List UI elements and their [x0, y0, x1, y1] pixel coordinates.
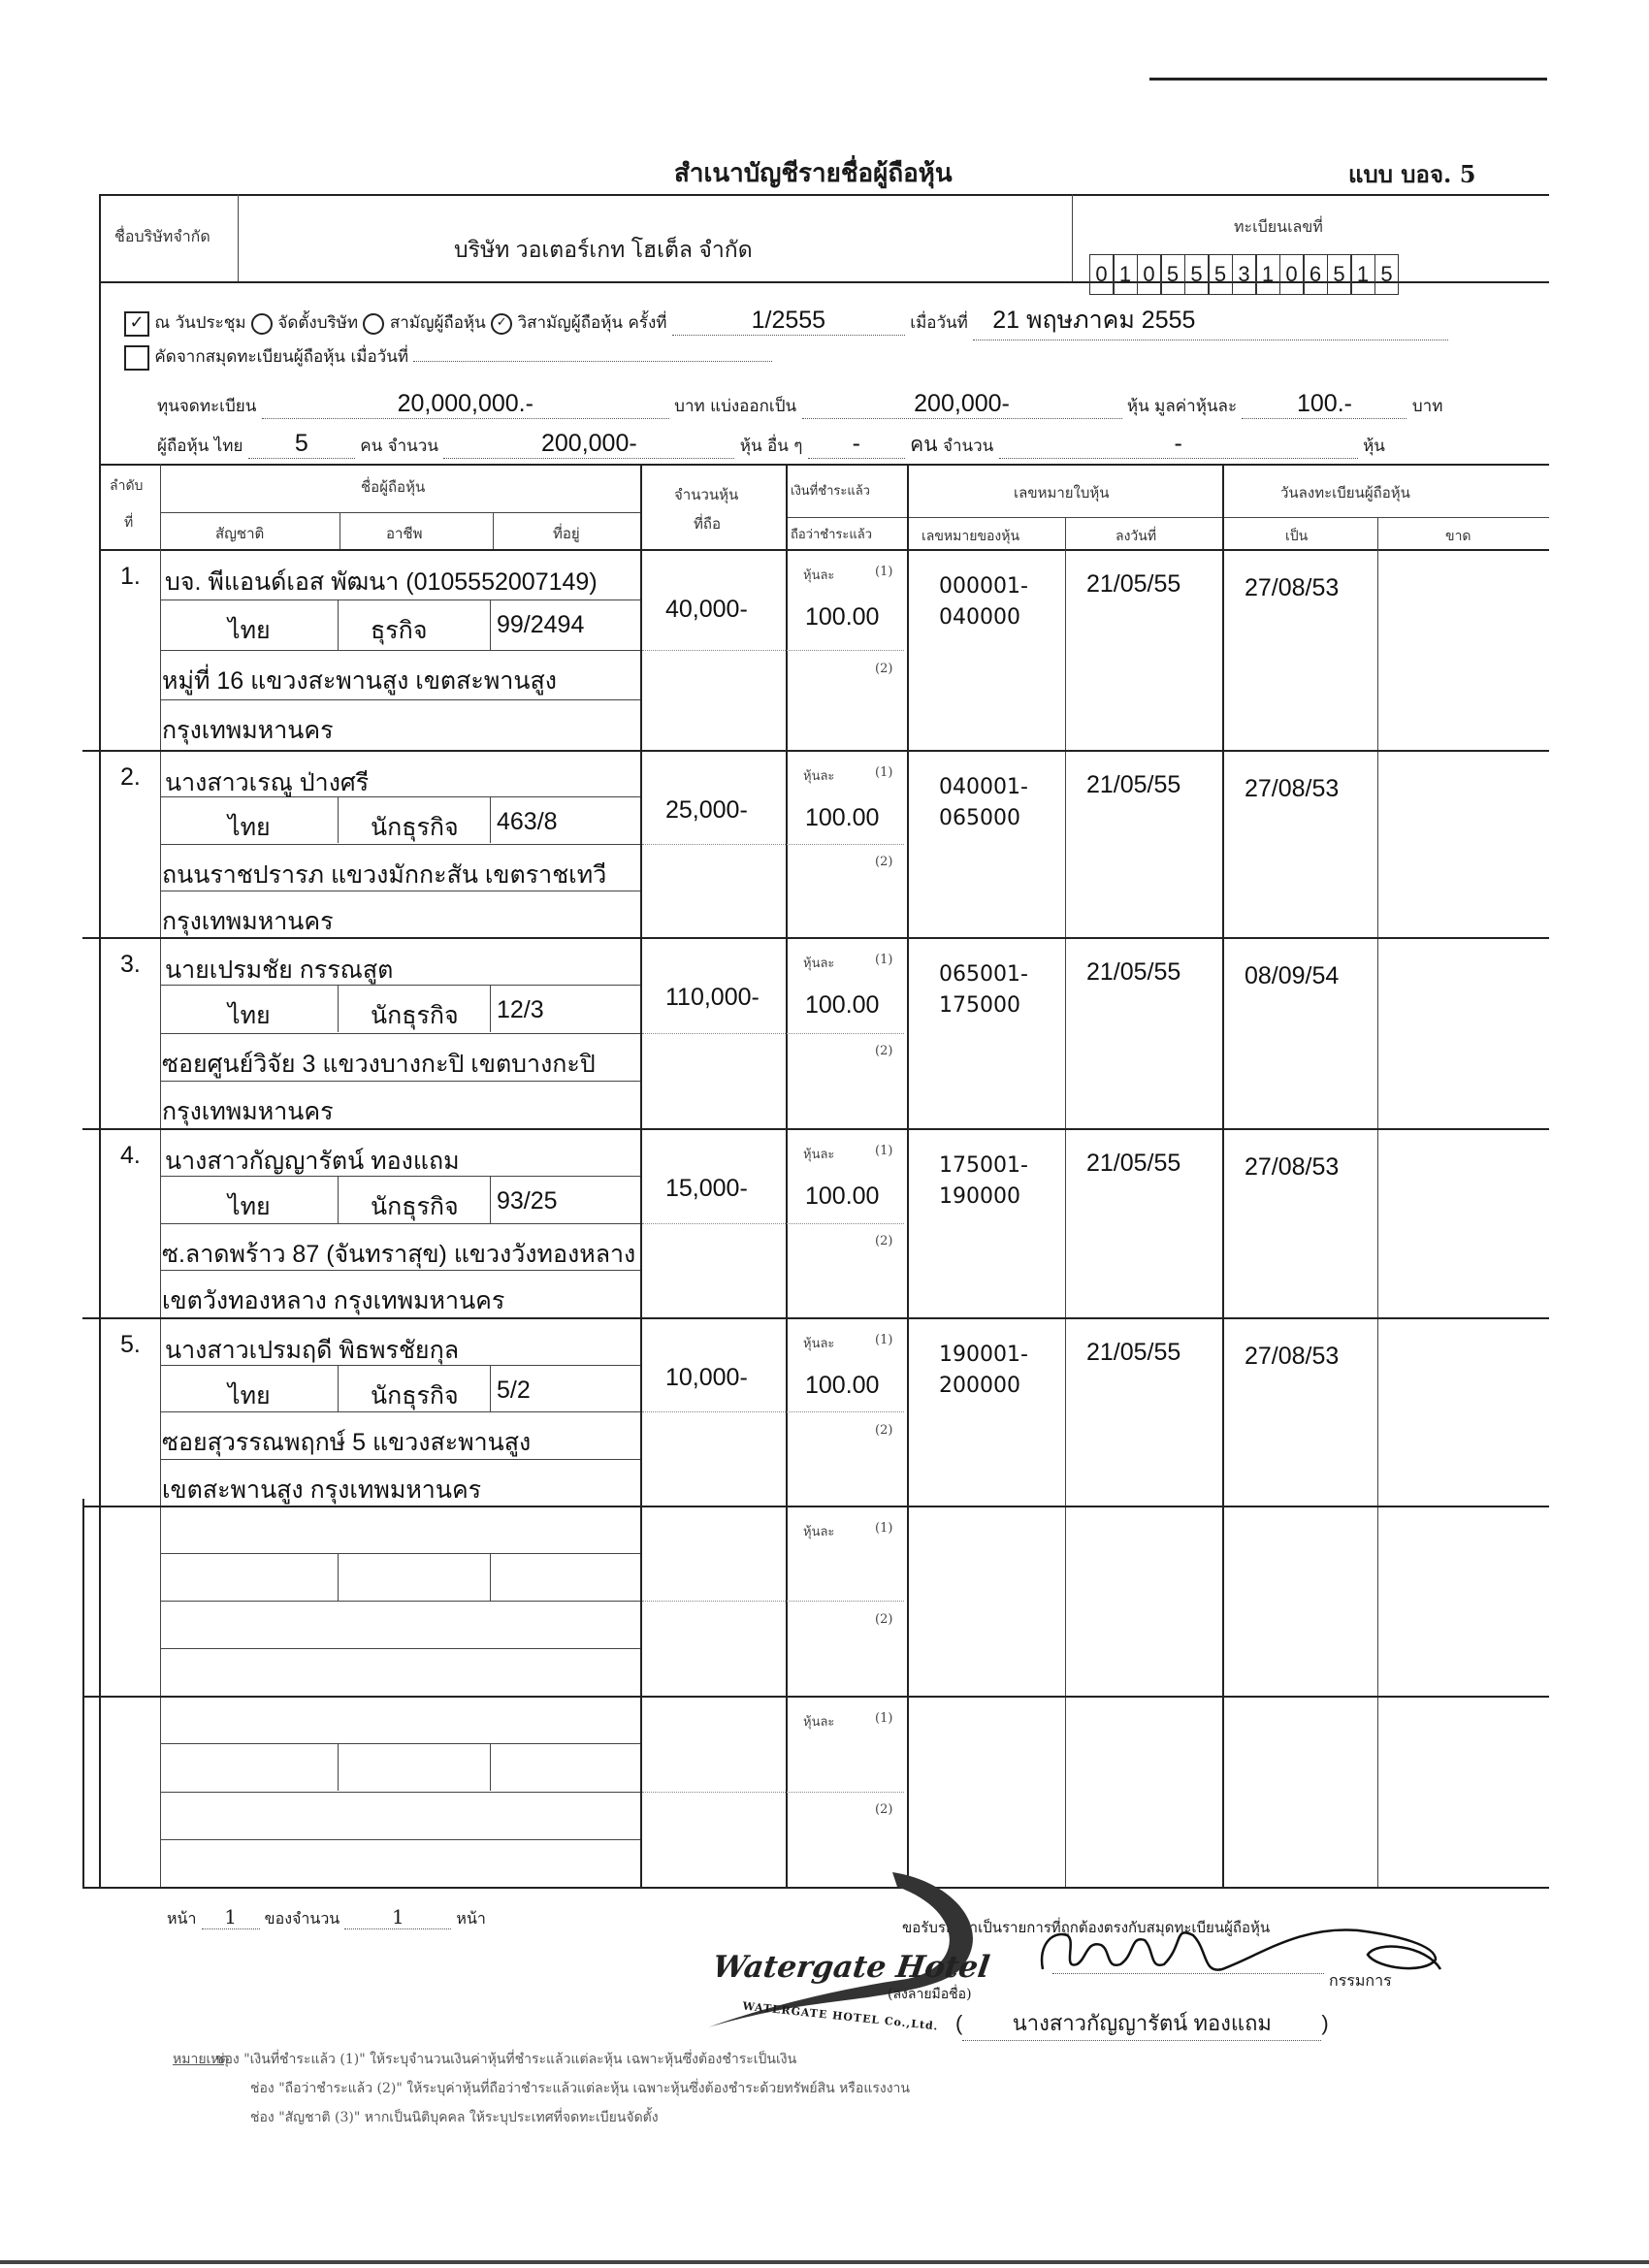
row-inner-divider-occ — [490, 1743, 491, 1791]
amount-label: จำนวน — [387, 437, 438, 456]
certificate-from: 040001- — [939, 775, 1028, 799]
col-line-ceased — [1377, 517, 1378, 1887]
signatory-line: ( นางสาวกัญญารัตน์ ทองแถม ) — [955, 2006, 1329, 2041]
mark-1: (1) — [875, 565, 893, 579]
mark-1: (1) — [875, 953, 893, 967]
other-holders-count[interactable]: - — [808, 430, 905, 459]
session-label: ครั้งที่ — [628, 313, 667, 333]
row-seq: 5. — [120, 1331, 141, 1358]
holder-name: นางสาวเปรมฤดี พิธพรชัยกุล — [165, 1337, 460, 1364]
row-separator — [82, 1696, 1549, 1698]
header-deemed-paid: ถือว่าชำระแล้ว — [791, 528, 873, 542]
header-shares-held-2: ที่ถือ — [694, 515, 721, 533]
notes-label: หมายเหตุ — [173, 2052, 229, 2067]
registration-digit: 5 — [1374, 254, 1399, 295]
registered-capital-label: ทุนจดทะเบียน — [157, 397, 257, 416]
holder-occupation: นักธุรกิจ — [371, 1382, 459, 1409]
note-2: ช่อง "สัญชาติ (3)" หากเป็นนิติบุคคล ให้ระบุประเทศที่จดทะเบียนจัดตั้ง — [250, 2110, 659, 2125]
row-inner-divider-occ — [490, 796, 491, 843]
paid-per-share: 100.00 — [805, 991, 880, 1019]
per-share-label: หุ้นละ — [803, 1525, 835, 1539]
paid-split-line — [642, 650, 904, 651]
shares-count-value[interactable]: 200,000- — [802, 390, 1122, 419]
mark-1: (1) — [875, 1521, 893, 1536]
header-mid-line — [160, 512, 640, 513]
holder-name: นางสาวเรณู ป่างศรี — [165, 769, 370, 796]
company-name: บริษัท วอเตอร์เกท โฮเต็ล จำกัด — [454, 237, 753, 262]
page-bottom-edge — [0, 2260, 1649, 2264]
paid-per-share: 100.00 — [805, 1372, 880, 1399]
mark-2: (2) — [875, 1234, 893, 1248]
session-value[interactable]: 1/2555 — [672, 307, 905, 336]
row-seq: 4. — [120, 1142, 141, 1169]
registration-divider — [1072, 194, 1073, 281]
header-seq: ลำดับ — [110, 478, 144, 494]
copy-date-value[interactable] — [413, 361, 772, 362]
mark-2: (2) — [875, 1044, 893, 1058]
registration-label: ทะเบียนเลขที่ — [1234, 217, 1323, 236]
frame-left-lower — [82, 1499, 84, 1887]
meeting-date-value[interactable]: 21 พฤษภาคม 2555 — [973, 301, 1448, 340]
holder-nationality: ไทย — [228, 617, 271, 644]
row-inner-divider-nat — [338, 1743, 339, 1791]
per-share-label: หุ้นละ — [803, 956, 835, 971]
company-label-divider — [238, 194, 239, 281]
of-label: ของจำนวน — [264, 1909, 340, 1928]
per-share-label: หุ้นละ — [803, 769, 835, 784]
stamp-company: WATERGATE HOTEL Co.,Ltd. — [741, 1999, 940, 2033]
registration-digit: 6 — [1304, 254, 1328, 295]
person-label-2: คน — [910, 434, 938, 456]
header-holder-name: ชื่อผู้ถือหุ้น — [361, 478, 426, 496]
row-separator — [82, 750, 1549, 752]
stamp-thai: (ลงลายมือชื่อ) — [888, 1987, 972, 2002]
holder-occupation: ธุรกิจ — [371, 617, 428, 644]
shares-label-3: หุ้น — [1363, 437, 1385, 456]
certificate-from: 065001- — [939, 962, 1028, 987]
shares-label-2: หุ้น — [739, 437, 762, 456]
amount-label-2: จำนวน — [942, 437, 994, 456]
holder-occupation: นักธุรกิจ — [371, 1002, 459, 1029]
row-seq: 2. — [120, 763, 141, 791]
registration-digit: 3 — [1232, 254, 1256, 295]
registered-became-date: 27/08/53 — [1245, 775, 1340, 802]
paid-per-share: 100.00 — [805, 804, 880, 831]
row-seq: 3. — [120, 951, 141, 978]
row-seq: 1. — [120, 563, 141, 590]
page-line — [167, 1905, 486, 1931]
row-inner-divider-nat — [338, 1176, 339, 1223]
holder-address-line-1: ซอยสุวรรณพฤกษ์ 5 แขวงสะพานสูง — [162, 1429, 532, 1456]
certificate-date: 21/05/55 — [1086, 1150, 1181, 1177]
paid-split-line — [642, 844, 904, 845]
row-inner-divider-nat — [338, 1365, 339, 1412]
col-line-dated — [1065, 517, 1066, 1887]
registration-digit: 5 — [1327, 254, 1351, 295]
paid-per-share: 100.00 — [805, 1183, 880, 1210]
paid-split-line — [642, 1223, 904, 1224]
col-line-cert — [907, 464, 909, 1887]
person-label: คน — [360, 437, 383, 456]
shares-held: 110,000- — [665, 984, 760, 1011]
certify-text: ขอรับรองว่าเป็นรายการที่ถูกต้องตรงกับสมุดทะเบียนผู้ถือหุ้น — [902, 1919, 1271, 1936]
document-title: สำเนาบัญชีรายชื่อผู้ถือหุ้น — [674, 159, 953, 188]
meeting-line — [124, 301, 1448, 340]
header-became: เป็น — [1285, 529, 1309, 544]
col-line-became — [1222, 464, 1224, 1887]
holder-address-line-2: กรุงเทพมหานคร — [162, 908, 334, 935]
holder-house-no: 93/25 — [497, 1187, 558, 1215]
thai-label: ไทย — [213, 437, 243, 456]
row-inner-line — [160, 1792, 640, 1793]
option-label-2: วิสามัญผู้ถือหุ้น — [517, 313, 624, 333]
holder-nationality: ไทย — [228, 1382, 271, 1409]
certificate-from: 190001- — [939, 1343, 1028, 1367]
page-label-2: หน้า — [456, 1909, 486, 1928]
row-inner-divider-nat — [338, 985, 339, 1032]
meeting-checkbox[interactable]: ✓ — [124, 311, 149, 337]
col-line-paid — [786, 464, 788, 1887]
row-inner-line — [160, 1648, 640, 1649]
header-ceased: ขาด — [1445, 529, 1471, 544]
holders-label: ผู้ถือหุ้น — [157, 437, 210, 456]
company-label: ชื่อบริษัทจำกัด — [114, 227, 210, 245]
holders-line — [157, 429, 1385, 461]
registration-digit: 5 — [1209, 254, 1233, 295]
row-inner-line — [160, 1601, 640, 1602]
holder-occupation: นักธุรกิจ — [371, 1193, 459, 1220]
certificate-date: 21/05/55 — [1086, 1339, 1181, 1366]
on-meeting-label: ณ วันประชุม — [154, 313, 246, 333]
row-separator — [82, 1506, 1549, 1507]
certificate-to: 190000 — [939, 1184, 1020, 1209]
stamp-brand: Watergate Hotel — [710, 1950, 992, 1985]
top-right-rule — [1149, 78, 1547, 81]
shares-label: หุ้น — [1126, 397, 1149, 416]
certificate-date: 21/05/55 — [1086, 771, 1181, 798]
certificate-date: 21/05/55 — [1086, 570, 1181, 598]
capital-line — [157, 390, 1442, 419]
header-mid-line-2 — [786, 517, 1549, 518]
paid-split-line — [642, 1601, 904, 1602]
header-seq-2: ที่ — [124, 515, 134, 531]
row-inner-divider-nat — [338, 1553, 339, 1601]
shares-held: 15,000- — [665, 1175, 748, 1202]
row-inner-divider-occ — [490, 985, 491, 1032]
col-line-shares — [640, 464, 642, 1887]
mark-1: (1) — [875, 765, 893, 780]
holder-occupation: นักธุรกิจ — [371, 814, 459, 841]
certificate-date: 21/05/55 — [1086, 958, 1181, 986]
paid-split-line — [642, 1033, 904, 1034]
par-label: มูลค่าหุ้นละ — [1154, 397, 1238, 416]
copy-line — [124, 343, 772, 371]
radio-option-0[interactable] — [251, 313, 273, 335]
option-label-1: สามัญผู้ถือหุ้น — [389, 313, 486, 333]
holder-nationality: ไทย — [228, 1002, 271, 1029]
certificate-to: 040000 — [939, 605, 1020, 630]
row-separator — [82, 1128, 1549, 1130]
divided-label: แบ่งออกเป็น — [710, 397, 797, 416]
holder-address-line-1: หมู่ที่ 16 แขวงสะพานสูง เขตสะพานสูง — [162, 667, 557, 695]
certificate-to: 200000 — [939, 1374, 1020, 1398]
header-bottom — [99, 549, 1549, 551]
registration-digit: 5 — [1184, 254, 1209, 295]
mark-2: (2) — [875, 1612, 893, 1627]
copy-label: คัดจากสมุดทะเบียนผู้ถือหุ้น เมื่อวันที่ — [154, 347, 409, 367]
note-0: ช่อง "เงินที่ชำระแล้ว (1)" ให้ระบุจำนวนเงินค่าหุ้นที่ชำระแล้วแต่ละหุ้น เฉพาะหุ้นซึ่งต้องชำระเป็นเงิน — [215, 2052, 797, 2067]
row-inner-line — [160, 650, 640, 651]
page-label: หน้า — [167, 1909, 197, 1928]
row-separator — [82, 937, 1549, 939]
holder-house-no: 463/8 — [497, 808, 558, 835]
mark-1: (1) — [875, 1144, 893, 1158]
holder-address-line-2: กรุงเทพมหานคร — [162, 1098, 334, 1125]
registration-digit: 1 — [1351, 254, 1375, 295]
row-inner-divider-nat — [338, 796, 339, 843]
row-inner-divider-occ — [490, 1365, 491, 1412]
note-1: ช่อง "ถือว่าชำระแล้ว (2)" ให้ระบุค่าหุ้นที่ถือว่าชำระแล้วแต่ละหุ้น เฉพาะหุ้นซึ่งต้องชำระด้วยทรัพย์สิน หรือแรงงาน — [250, 2081, 910, 2096]
thai-shares-value[interactable]: 200,000- — [443, 430, 734, 459]
mark-1: (1) — [875, 1711, 893, 1726]
form-code: แบบ บอจ. 5 — [1348, 160, 1476, 188]
shares-held: 10,000- — [665, 1364, 748, 1391]
mark-1: (1) — [875, 1333, 893, 1347]
registration-digit: 0 — [1279, 254, 1304, 295]
registration-digit: 0 — [1137, 254, 1161, 295]
other-shares-value[interactable]: - — [999, 430, 1358, 459]
header-nationality: สัญชาติ — [215, 525, 265, 542]
row-inner-divider-occ — [490, 1176, 491, 1223]
header-dated: ลงวันที่ — [1116, 529, 1157, 544]
certificate-from: 175001- — [939, 1153, 1028, 1178]
registration-digit: 1 — [1256, 254, 1280, 295]
header-paid: เงินที่ชำระแล้ว — [791, 484, 870, 499]
paid-split-line — [642, 1792, 904, 1793]
signatory-name: นางสาวกัญญารัตน์ ทองแถม — [962, 2006, 1321, 2041]
paid-per-share: 100.00 — [805, 603, 880, 631]
certificate-to: 175000 — [939, 993, 1020, 1018]
holder-name: นายเปรมชัย กรรณสูต — [165, 956, 394, 984]
registration-digit: 5 — [1161, 254, 1185, 295]
holder-house-no: 5/2 — [497, 1377, 531, 1404]
frame-left — [99, 194, 101, 1887]
other-label: อื่น ๆ — [766, 437, 803, 456]
radio-option-2[interactable]: ✓ — [491, 313, 512, 335]
holder-address-line-1: ถนนราชปรารภ แขวงมักกะสัน เขตราชเทวี — [162, 861, 607, 889]
row-inner-line — [160, 1553, 640, 1554]
registration-digit: 1 — [1114, 254, 1138, 295]
registered-became-date: 08/09/54 — [1245, 962, 1340, 989]
holder-address-line-2: เขตวังทองหลาง กรุงเทพมหานคร — [162, 1287, 505, 1314]
director-label: กรรมการ — [1329, 1971, 1392, 1990]
director-line — [1052, 1973, 1324, 1974]
holder-address-line-2: กรุงเทพมหานคร — [162, 717, 334, 744]
per-share-label: หุ้นละ — [803, 1148, 835, 1162]
row-inner-divider-occ — [490, 599, 491, 650]
mark-2: (2) — [875, 855, 893, 869]
per-share-label: หุ้นละ — [803, 1715, 835, 1730]
holder-name: นางสาวกัญญารัตน์ ทองแถม — [165, 1148, 460, 1175]
row-inner-line — [160, 1839, 640, 1840]
holder-address-line-1: ซอยศูนย์วิจัย 3 แขวงบางกะปิ เขตบางกะปิ — [162, 1051, 596, 1078]
page-number: 1 — [202, 1905, 260, 1929]
header-occupation: อาชีพ — [386, 525, 423, 542]
copy-checkbox[interactable] — [124, 345, 149, 371]
header-address: ที่อยู่ — [553, 525, 580, 542]
baht-label: บาท — [674, 397, 705, 416]
per-share-label: หุ้นละ — [803, 1337, 835, 1351]
radio-option-1[interactable] — [363, 313, 384, 335]
holder-nationality: ไทย — [228, 1193, 271, 1220]
row-inner-line — [160, 1743, 640, 1744]
paid-split-line — [642, 1411, 904, 1412]
row-separator — [82, 1317, 1549, 1319]
holder-address-line-2: เขตสะพานสูง กรุงเทพมหานคร — [162, 1476, 482, 1504]
registered-became-date: 27/08/53 — [1245, 1153, 1340, 1181]
header-share-numbers: เลขหมายของหุ้น — [922, 529, 1020, 544]
baht-label-2: บาท — [1411, 397, 1443, 416]
thai-holders-count[interactable]: 5 — [248, 430, 355, 459]
frame-top — [99, 194, 1549, 196]
holder-name: บจ. พีแอนด์เอส พัฒนา (0105552007149) — [165, 568, 598, 596]
registered-capital-value[interactable]: 20,000,000.- — [262, 390, 669, 419]
mark-2: (2) — [875, 1802, 893, 1817]
shares-held: 40,000- — [665, 596, 748, 623]
certificate-from: 000001- — [939, 574, 1028, 599]
shares-held: 25,000- — [665, 796, 748, 824]
table-top — [99, 464, 1549, 466]
date-label: เมื่อวันที่ — [910, 313, 968, 333]
holder-address-line-1: ซ.ลาดพร้าว 87 (จันทราสุข) แขวงวังทองหลาง — [162, 1241, 636, 1268]
registration-digit: 0 — [1089, 254, 1114, 295]
certificate-to: 065000 — [939, 806, 1020, 830]
registered-became-date: 27/08/53 — [1245, 1343, 1340, 1370]
option-label-0: จัดตั้งบริษัท — [277, 313, 359, 333]
holder-nationality: ไทย — [228, 814, 271, 841]
header-registration-date: วันลงทะเบียนผู้ถือหุ้น — [1280, 484, 1410, 502]
col-line-occ — [493, 512, 494, 549]
total-pages: 1 — [344, 1905, 451, 1929]
par-value[interactable]: 100.- — [1242, 390, 1406, 419]
holder-house-no: 12/3 — [497, 996, 544, 1023]
row-inner-divider-occ — [490, 1553, 491, 1601]
per-share-label: หุ้นละ — [803, 568, 835, 583]
registered-became-date: 27/08/53 — [1245, 574, 1340, 601]
holder-house-no: 99/2494 — [497, 611, 585, 638]
header-certificate: เลขหมายใบหุ้น — [1014, 484, 1110, 502]
mark-2: (2) — [875, 1423, 893, 1438]
row-inner-divider-nat — [338, 599, 339, 650]
mark-2: (2) — [875, 662, 893, 676]
header-shares-held: จำนวนหุ้น — [674, 486, 739, 503]
